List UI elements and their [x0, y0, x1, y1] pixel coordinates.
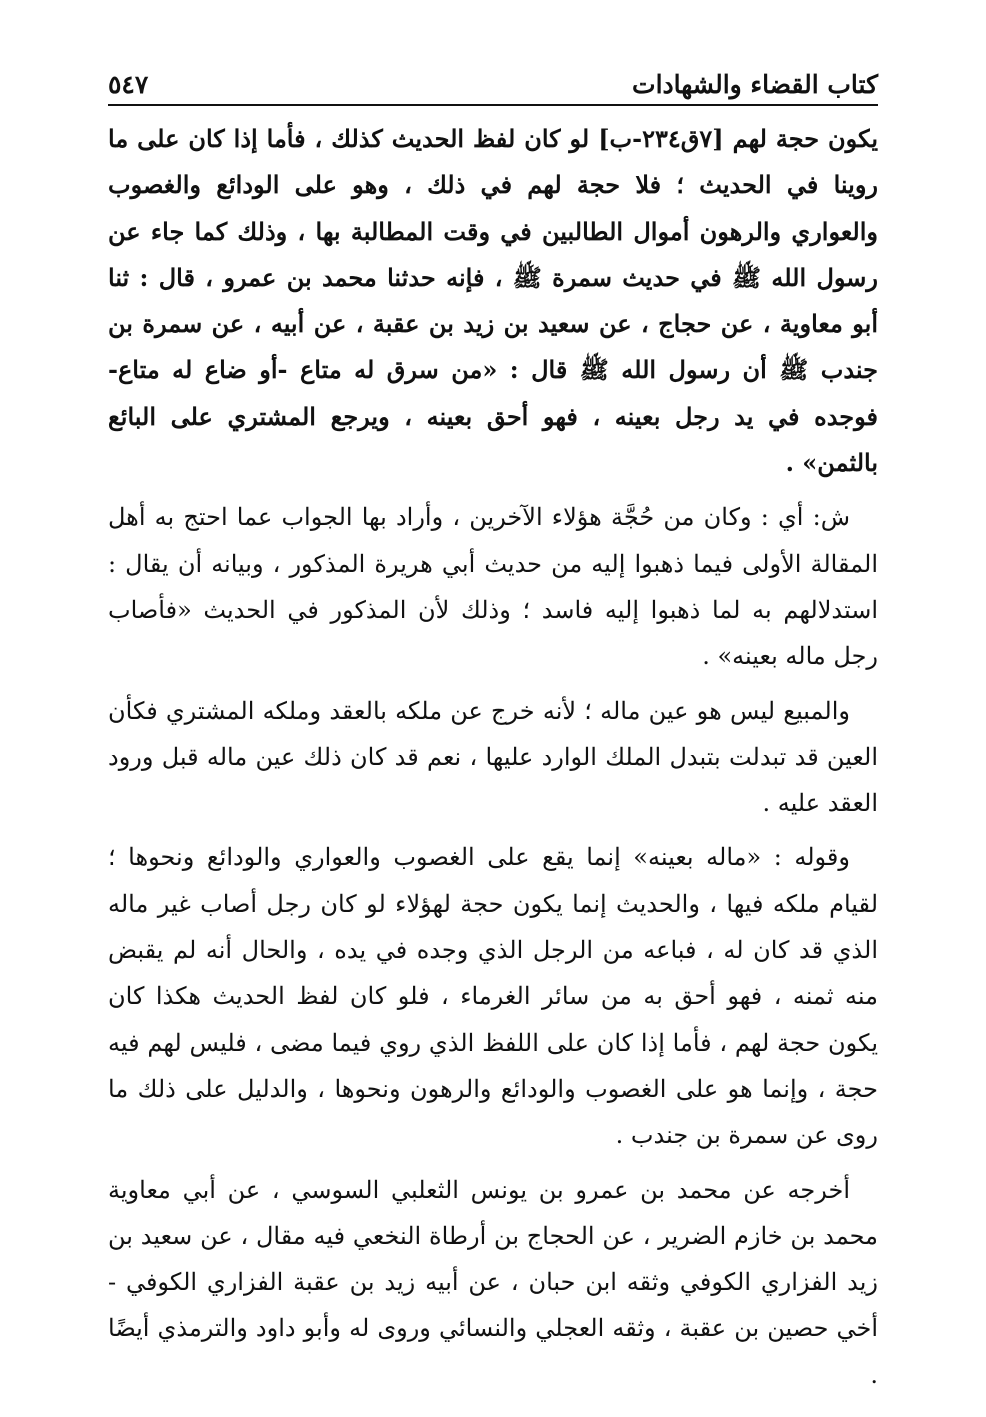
paragraph-3: والمبيع ليس هو عين ماله ؛ لأنه خرج عن ملكه بالعقد وملكه المشتري فكأن العين قد تبدلت بتبدل الملك الوارد عليها ، نعم قد كان ذلك عين ماله قبل ورود العقد عليه .	[108, 696, 878, 818]
paragraph-1: يكون حجة لهم [٧ق٢٣٤-ب] لو كان لفظ الحديث كذلك ، فأما إذا كان على ما روينا في الحديث ؛ فلا حجة لهم في ذلك ، وهو على الودائع والغصوب والعواري والرهون أموال الطالبين في وقت المطالبة بها ، وذلك كما جاء عن رسول الله ﷺ في حديث سمرة ﷺ ، فإنه حدثنا محمد بن عمرو ، قال : ثنا أبو معاوية ، عن حجاج ، عن سعيد بن زيد بن عقبة ، عن أبيه ، عن سمرة بن جندب ﷺ أن رسول الله ﷺ قال : «من سرق له متاع -أو ضاع له متاع- فوجده في يد رجل بعينه ، فهو أحق بعينه ، ويرجع المشتري على البائع بالثمن» .	[108, 124, 879, 478]
page-body	[108, 116, 878, 1406]
header-rule	[108, 104, 878, 106]
paragraph-2: ش: أي : وكان من حُجَّة هؤلاء الآخرين ، وأراد بها الجواب عما احتج به أهل المقالة الأولى فيما ذهبوا إليه من حديث أبي هريرة المذكور ، وبيانه أن يقال : استدلالهم به لما ذهبوا إليه فاسد ؛ وذلك لأن المذكور في الحديث «فأصاب رجل ماله بعينه» .	[108, 503, 878, 671]
page-number: ٥٤٧	[108, 70, 149, 99]
paragraph-5: أخرجه عن محمد بن عمرو بن يونس الثعلبي السوسي ، عن أبي معاوية محمد بن خازم الضرير ، عن الحجاج بن أرطاة النخعي فيه مقال ، عن سعيد بن زيد الفزاري الكوفي وثقه ابن حبان ، عن أبيه زيد بن عقبة الفزاري الكوفي - أخي حصين بن عقبة ، وثقه العجلي والنسائي وروى له وأبو داود والترمذي أيضًا .	[108, 1175, 878, 1389]
page-header	[108, 58, 878, 104]
paragraph-4: وقوله : «ماله بعينه» إنما يقع على الغصوب والعواري والودائع ونحوها ؛ لقيام ملكه فيها ، والحديث إنما يكون حجة لهؤلاء لو كان رجل أصاب غير ماله الذي قد كان له ، فباعه من الرجل الذي وجده في يده ، والحال أنه لم يقبض منه ثمنه ، فهو أحق به من سائر الغرماء ، فلو كان لفظ الحديث هكذا كان يكون حجة لهم ، فأما إذا كان على اللفظ الذي روي فيما مضى ، فليس لهم فيه حجة ، وإنما هو على الغصوب والودائع والرهون ونحوها ، والدليل على ذلك ما روى عن سمرة بن جندب .	[108, 843, 879, 1150]
chapter-title: كتاب القضاء والشهادات	[632, 70, 878, 99]
